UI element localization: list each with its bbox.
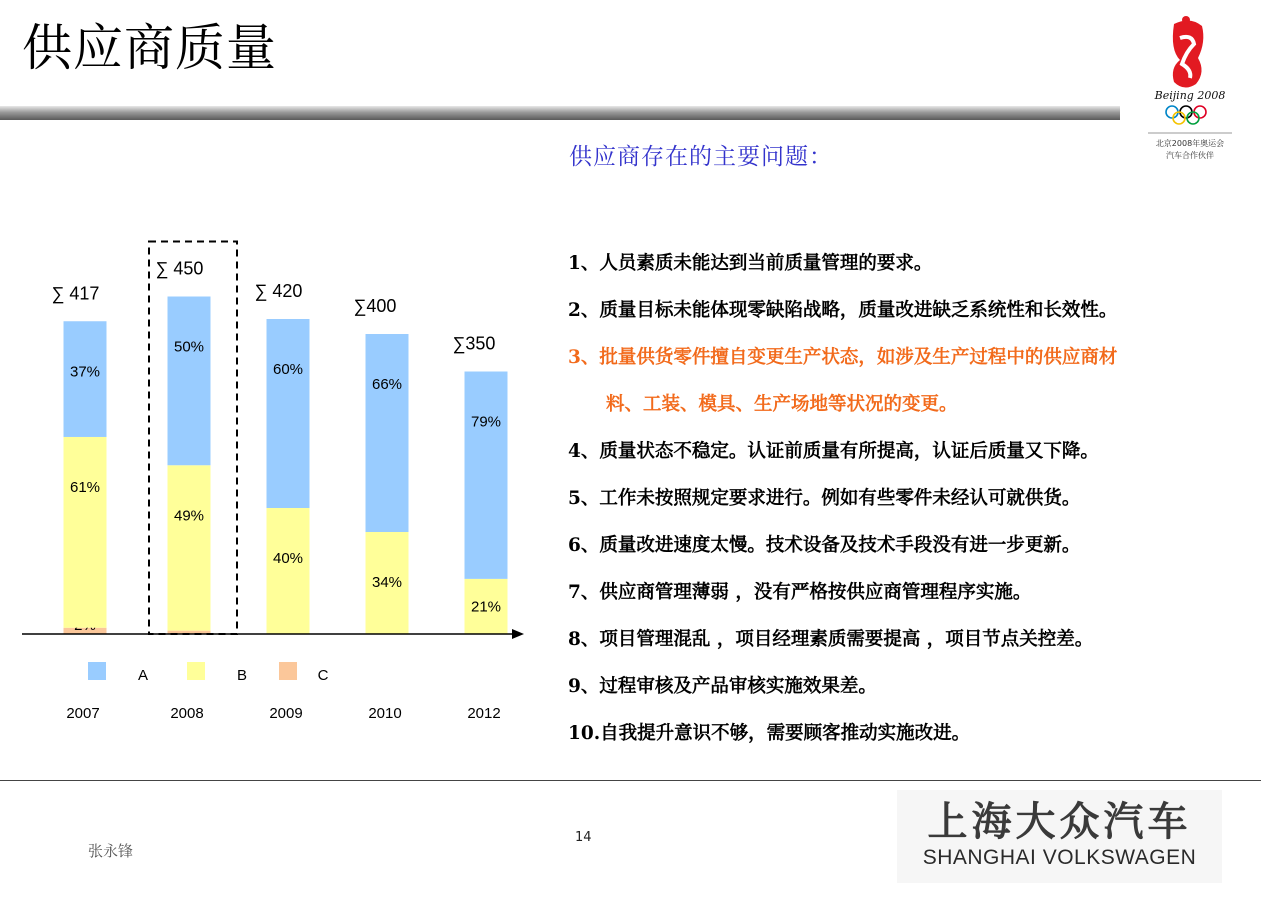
issues-list: [568, 240, 1117, 757]
total-label-2009: ∑ 420: [254, 281, 303, 301]
legend-label-c: C: [317, 667, 329, 684]
shanghai-volkswagen-logo: [897, 790, 1222, 883]
footer-divider: [0, 780, 1261, 781]
beijing-2008-text: Beijing 2008: [1154, 89, 1226, 102]
data-label-b-2012: 21%: [470, 598, 502, 616]
x-tick-label-2008: 2008: [170, 705, 204, 722]
logo-caption-line2: 汽车合作伙伴: [1166, 151, 1214, 160]
issue-item-6: 6、质量改进速度太慢。技术设备及技术手段没有进一步更新。: [568, 535, 1081, 556]
bar-b-2009: [267, 508, 310, 634]
issue-item-9: 9、过程审核及产品审核实施效果差。: [568, 676, 877, 697]
total-label-2008: ∑ 450: [155, 258, 204, 279]
issue-item-1: 1、人员素质未能达到当前质量管理的要求。: [568, 253, 933, 274]
issue-item-8: 8、项目管理混乱 ，项目经理素质需要提高 ，项目节点关控差。: [568, 629, 1094, 650]
legend-label-a: A: [137, 667, 149, 684]
data-label-a-2009: 60%: [272, 361, 304, 378]
issues-title: 供应商存在的主要问题：: [569, 144, 833, 170]
title-divider-bar: [0, 106, 1120, 120]
legend-label-b: B: [236, 667, 248, 684]
data-label-b-2010: 34%: [371, 574, 403, 591]
total-label-2010: ∑400: [353, 296, 397, 316]
data-label-a-2012: 79%: [470, 413, 502, 431]
brand-cn: 上海大众汽车: [927, 799, 1192, 845]
bar-a-2009: [267, 319, 310, 508]
x-tick-label-2007: 2007: [66, 705, 100, 722]
data-label-b-2008: 49%: [173, 507, 205, 525]
issue-item-7: 7、供应商管理薄弱 ，没有严格按供应商管理程序实施。: [568, 582, 1032, 603]
data-label-a-2010: 66%: [371, 376, 403, 393]
beijing-olympics-logo: [1140, 12, 1240, 172]
total-label-2012: ∑350: [452, 333, 496, 354]
bar-b-2007: [64, 437, 107, 628]
logo-caption-line1: 北京2008年奥运会: [1155, 139, 1225, 148]
author-name: 张永锋: [88, 842, 134, 860]
x-tick-label-2012: 2012: [467, 705, 501, 722]
bar-a-2010: [366, 334, 409, 532]
brand-en: SHANGHAI VOLKSWAGEN: [922, 846, 1197, 869]
bar-a-2012: [465, 372, 508, 579]
legend-swatch-c: [279, 662, 297, 680]
issue-item-3-continued: 料、工装、模具、生产场地等状况的变更。: [606, 394, 958, 415]
data-label-a-2008: 50%: [173, 338, 205, 356]
data-label-a-2007: 37%: [69, 363, 101, 381]
issue-item-5: 5、工作未按照规定要求进行。例如有些零件未经认可就供货。: [568, 488, 1081, 509]
chart-plot-area: [22, 242, 524, 723]
bar-b-2008: [168, 465, 211, 630]
page-number: 14: [575, 830, 592, 845]
bar-a-2008: [168, 297, 211, 466]
issue-item-3: 3、批量供货零件擅自变更生产状态，如涉及生产过程中的供应商材: [568, 347, 1118, 368]
data-label-b-2007: 61%: [69, 478, 101, 496]
x-axis-arrow-icon: [512, 629, 524, 639]
legend-swatch-a: [88, 662, 106, 680]
total-label-2007: ∑ 417: [51, 283, 100, 304]
data-label-b-2009: 40%: [272, 550, 304, 567]
olympic-emblem-icon: [1140, 12, 1240, 137]
page-title: 供应商质量: [22, 19, 277, 77]
issue-item-10: 10.自我提升意识不够，需要顾客推动实施改进。: [568, 723, 971, 744]
logo-caption: [1140, 138, 1240, 162]
issue-item-2: 2、质量目标未能体现零缺陷战略，质量改进缺乏系统性和长效性。: [568, 300, 1118, 321]
x-tick-label-2009: 2009: [269, 705, 303, 722]
stacked-bar-chart: [0, 220, 540, 730]
x-tick-label-2010: 2010: [368, 705, 402, 722]
issue-item-4: 4、质量状态不稳定。认证前质量有所提高，认证后质量又下降。: [568, 441, 1099, 462]
legend-swatch-b: [187, 662, 205, 680]
